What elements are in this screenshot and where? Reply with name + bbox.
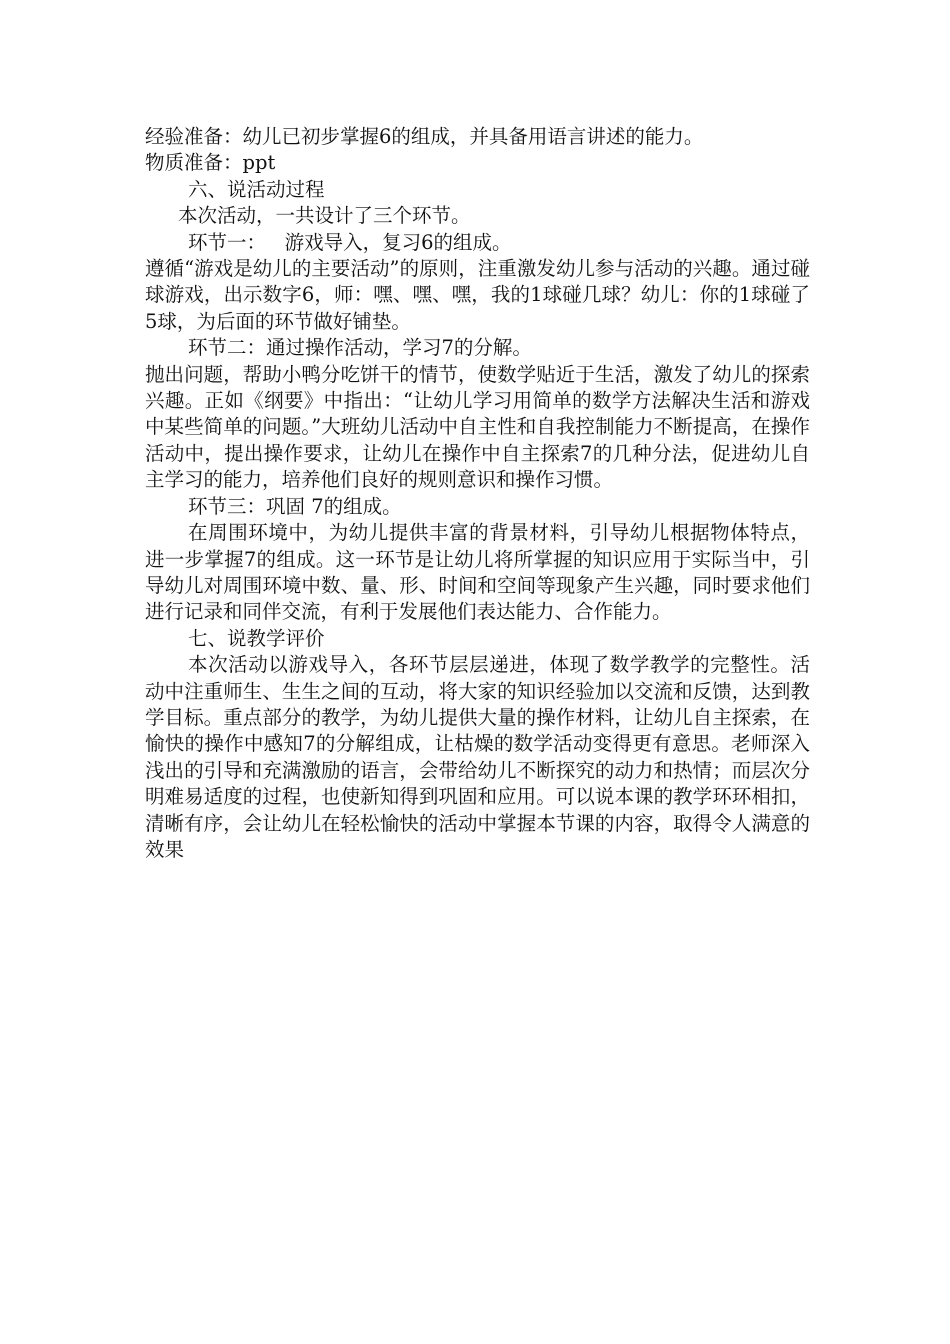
step-two-heading: 环节二：通过操作活动，学习7的分解。	[188, 336, 532, 360]
step-one-heading: 环节一： 游戏导入，复习6的组成。	[188, 230, 512, 254]
experience-preparation: 经验准备：幼儿已初步掌握6的组成，并具备用语言讲述的能力。	[145, 125, 704, 148]
document-body	[145, 124, 810, 863]
activity-overview: 本次活动，一共设计了三个环节。	[178, 204, 471, 228]
step-one-body: 遵循“游戏是幼儿的主要活动”的原则，注重激发幼儿参与活动的兴趣。通过碰球游戏，出示数字6，师：嘿、嘿、嘿，我的1球碰几球？幼儿：你的1球碰了5球，为后面的环节做好铺垫。	[145, 257, 810, 333]
material-preparation: 物质准备：ppt	[145, 151, 276, 175]
step-two-body: 抛出问题，帮助小鸭分吃饼干的情节，使数学贴近于生活，激发了幼儿的探索兴趣。正如《纲要》中指出：“让幼儿学习用简单的数学方法解决生活和游戏中某些简单的问题。”大班幼儿活动中自主性和自我控制能力不断提高，在操作活动中，提出操作要求，让幼儿在操作中自主探索7的几种分法，促进幼儿自主学习的能力，培养他们良好的规则意识和操作习惯。	[145, 362, 810, 492]
step-three-body: 在周围环境中，为幼儿提供丰富的背景材料，引导幼儿根据物体特点，进一步掌握7的组成。这一环节是让幼儿将所掌握的知识应用于实际当中，引导幼儿对周围环境中数、量、形、时间和空间等现象产生兴趣，同时要求他们进行记录和同伴交流，有利于发展他们表达能力、合作能力。	[145, 521, 810, 624]
step-three-heading: 环节三：巩固 7的组成。	[188, 494, 402, 518]
section-heading-evaluation: 七、说教学评价	[188, 626, 325, 650]
section-heading-activity-process: 六、说活动过程	[188, 177, 325, 201]
evaluation-body: 本次活动以游戏导入，各环节层层递进，体现了数学教学的完整性。活动中注重师生、生生之间的互动，将大家的知识经验加以交流和反馈，达到教学目标。重点部分的教学，为幼儿提供大量的操作材料，让幼儿自主探索，在愉快的操作中感知7的分解组成，让枯燥的数学活动变得更有意思。老师深入浅出的引导和充满激励的语言，会带给幼儿不断探究的动力和热情；而层次分明难易适度的过程，也使新知得到巩固和应用。可以说本课的教学环环相扣，清晰有序，会让幼儿在轻松愉快的活动中掌握本节课的内容，取得令人满意的效果	[145, 653, 810, 861]
